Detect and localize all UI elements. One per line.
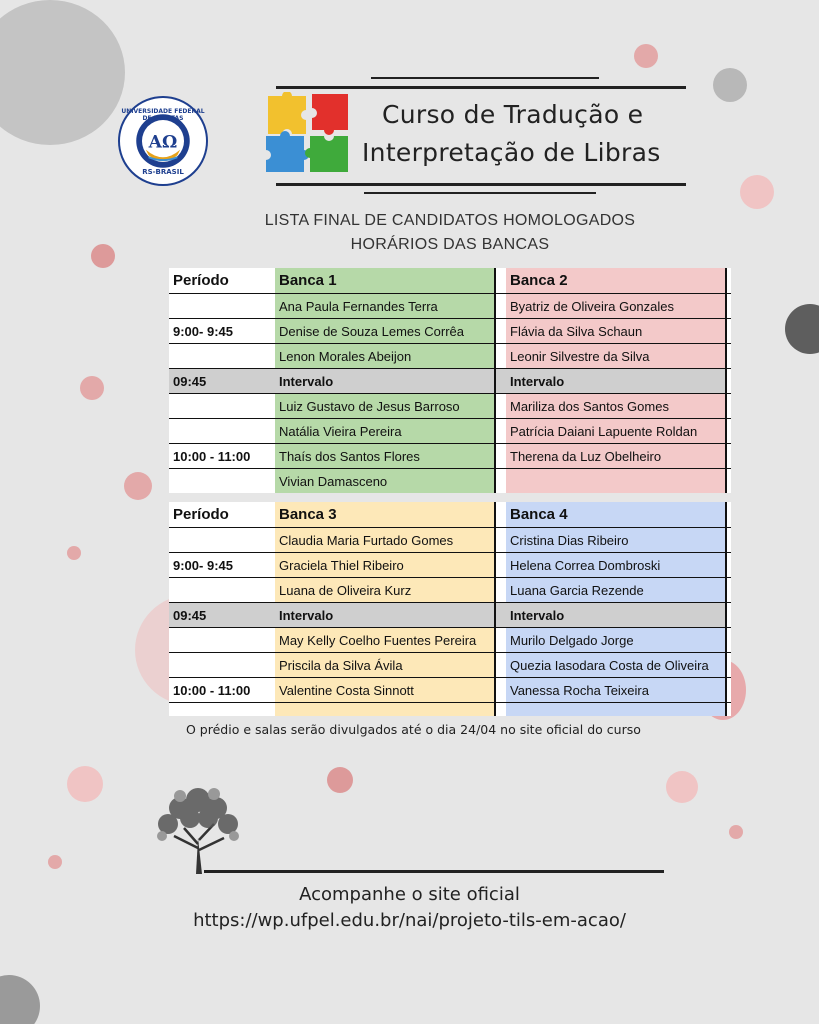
period-header: Período (173, 272, 229, 289)
decor-circle (666, 771, 698, 803)
candidate-name: Patrícia Daiani Lapuente Roldan (506, 419, 727, 443)
candidate-name: Claudia Maria Furtado Gomes (275, 528, 496, 552)
candidate-name: May Kelly Coelho Fuentes Pereira (275, 628, 496, 652)
candidate-name: Byatriz de Oliveira Gonzales (506, 294, 727, 318)
svg-text:AΩ: AΩ (148, 132, 178, 153)
banca-1-header: Banca 1 (275, 268, 496, 293)
table-row (169, 393, 731, 418)
decor-circle (80, 376, 104, 400)
tree-of-hands-icon (150, 778, 246, 876)
interval-label: Intervalo (506, 603, 727, 627)
candidate-name: Murilo Delgado Jorge (506, 628, 727, 652)
time-slot: 9:00- 9:45 (173, 323, 233, 339)
table-row (169, 343, 731, 368)
decor-circle (0, 975, 40, 1024)
candidate-name: Luana Garcia Rezende (506, 578, 727, 602)
interval-label: Intervalo (275, 603, 496, 627)
interval-row (169, 602, 731, 627)
course-title (362, 96, 712, 172)
header-bottom-short-rule (364, 192, 596, 194)
table-row (169, 468, 731, 493)
candidate-name: Lenon Morales Abeijon (275, 344, 496, 368)
candidate-name: Mariliza dos Santos Gomes (506, 394, 727, 418)
candidate-name: Valentine Costa Sinnott (275, 678, 496, 702)
course-title-line2: Interpretação de Libras (362, 138, 661, 167)
banca-4-header: Banca 4 (506, 502, 727, 527)
table-row (169, 527, 731, 552)
decor-circle (48, 855, 62, 869)
decor-circle (91, 244, 115, 268)
candidate-name: Natália Vieira Pereira (275, 419, 496, 443)
header-bottom-rule (276, 183, 686, 186)
table-row (169, 627, 731, 652)
decor-circle (124, 472, 152, 500)
table-row (169, 552, 731, 577)
venue-footnote: O prédio e salas serão divulgados até o dia 24/04 no site oficial do curso (186, 722, 641, 737)
period-header: Período (173, 506, 229, 523)
candidate-name: Graciela Thiel Ribeiro (275, 553, 496, 577)
candidate-name: Cristina Dias Ribeiro (506, 528, 727, 552)
candidate-name: Vivian Damasceno (275, 469, 496, 493)
time-slot: 9:00- 9:45 (173, 557, 233, 573)
candidate-name: Quezia Iasodara Costa de Oliveira (506, 653, 727, 677)
candidate-name: Luiz Gustavo de Jesus Barroso (275, 394, 496, 418)
table-row (169, 293, 731, 318)
candidate-name: Flávia da Silva Schaun (506, 319, 727, 343)
candidate-name: Helena Correa Dombroski (506, 553, 727, 577)
logo-top-text: UNIVERSIDADE FEDERAL DE PELOTAS (121, 108, 205, 122)
candidate-name (506, 703, 727, 716)
candidate-name: Therena da Luz Obelheiro (506, 444, 727, 468)
decor-circle (0, 0, 125, 145)
candidate-name (506, 469, 727, 493)
candidate-name: Priscila da Silva Ávila (275, 653, 496, 677)
decor-circle (740, 175, 774, 209)
banca-2-header: Banca 2 (506, 268, 727, 293)
header-top-rule (276, 86, 686, 89)
interval-label: Intervalo (275, 369, 496, 393)
candidate-name: Vanessa Rocha Teixeira (506, 678, 727, 702)
decor-circle (713, 68, 747, 102)
decor-circle (67, 546, 81, 560)
schedule-table-1 (169, 268, 731, 493)
decor-circle (785, 304, 819, 354)
candidate-name (275, 703, 496, 716)
interval-time: 09:45 (169, 603, 265, 627)
interval-row (169, 368, 731, 393)
table-row (169, 418, 731, 443)
subtitle-line1: LISTA FINAL DE CANDIDATOS HOMOLOGADOS (264, 212, 636, 229)
table-header-row (169, 268, 731, 293)
table-row (169, 702, 731, 716)
table-row (169, 652, 731, 677)
table-row (169, 443, 731, 468)
subtitle-line2: HORÁRIOS DAS BANCAS (350, 236, 550, 253)
table-row (169, 577, 731, 602)
table-row (169, 318, 731, 343)
course-title-line1: Curso de Tradução e (382, 100, 644, 129)
schedule-table-2 (169, 502, 731, 716)
decor-circle (634, 44, 658, 68)
official-site-link[interactable]: https://wp.ufpel.edu.br/nai/projeto-tils-em-acao/ (193, 910, 626, 931)
decor-circle (327, 767, 353, 793)
university-logo (118, 96, 208, 186)
candidate-name: Thaís dos Santos Flores (275, 444, 496, 468)
candidate-name: Leonir Silvestre da Silva (506, 344, 727, 368)
header-top-short-rule (371, 77, 599, 79)
follow-site-text: Acompanhe o site oficial (299, 884, 520, 905)
footer-rule (204, 870, 664, 873)
candidate-name: Denise de Souza Lemes Corrêa (275, 319, 496, 343)
time-slot: 10:00 - 11:00 (173, 682, 251, 698)
time-slot: 10:00 - 11:00 (173, 448, 251, 464)
interval-label: Intervalo (506, 369, 727, 393)
candidate-name: Ana Paula Fernandes Terra (275, 294, 496, 318)
logo-bottom-text: RS-BRASIL (142, 168, 184, 176)
candidate-name: Luana de Oliveira Kurz (275, 578, 496, 602)
table-row (169, 677, 731, 702)
decor-circle (729, 825, 743, 839)
interval-time: 09:45 (169, 369, 265, 393)
decor-circle (67, 766, 103, 802)
table-header-row (169, 502, 731, 527)
puzzle-pieces-icon (262, 92, 354, 174)
banca-3-header: Banca 3 (275, 502, 496, 527)
